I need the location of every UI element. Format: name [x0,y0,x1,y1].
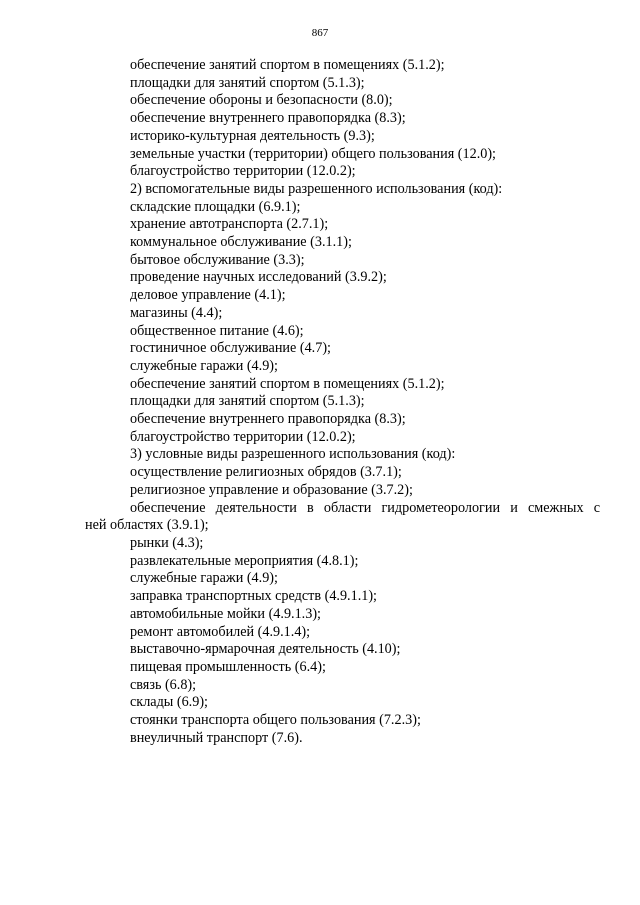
list-item: площадки для занятий спортом (5.1.3); [130,74,365,91]
list-item: общественное питание (4.6); [130,322,304,339]
list-item: ремонт автомобилей (4.9.1.4); [130,623,311,640]
list-item: деловое управление (4.1); [130,287,286,304]
list-item: площадки для занятий спортом (5.1.3); [130,393,365,410]
list-item: магазины (4.4); [130,304,223,321]
list-item: склады (6.9); [130,694,208,711]
list-item-wrapped-first-line: обеспечение деятельности в области гидрометеорологии и смежных с [130,499,600,516]
list-item: земельные участки (территории) общего пользования (12.0); [130,145,496,162]
list-item: служебные гаражи (4.9); [130,570,278,587]
list-item: благоустройство территории (12.0.2); [130,428,356,445]
list-item: благоустройство территории (12.0.2); [130,163,356,180]
list-item: обеспечение обороны и безопасности (8.0); [130,92,393,109]
list-item: обеспечение занятий спортом в помещениях (5.1.2); [130,375,445,392]
list-item: пищевая промышленность (6.4); [130,658,326,675]
list-item: бытовое обслуживание (3.3); [130,251,305,268]
list-item: обеспечение внутреннего правопорядка (8.3); [130,110,406,127]
list-item: связь (6.8); [130,676,197,693]
list-item: проведение научных исследований (3.9.2); [130,269,387,286]
list-item: выставочно-ярмарочная деятельность (4.10); [130,641,401,658]
list-item: заправка транспортных средств (4.9.1.1); [130,588,377,605]
section-heading: 3) условные виды разрешенного использования (код): [130,446,456,463]
list-item-wrapped-second-line: ней областях (3.9.1); [85,517,209,534]
list-item: коммунальное обслуживание (3.1.1); [130,234,352,251]
list-item: историко-культурная деятельность (9.3); [130,127,375,144]
list-item: осуществление религиозных обрядов (3.7.1); [130,464,402,481]
list-item: религиозное управление и образование (3.7.2); [130,481,413,498]
list-item: внеуличный транспорт (7.6). [130,729,303,746]
list-item: служебные гаражи (4.9); [130,357,278,374]
list-item: гостиничное обслуживание (4.7); [130,340,331,357]
document-body [85,57,600,747]
list-item: обеспечение внутреннего правопорядка (8.3); [130,411,406,428]
list-item: хранение автотранспорта (2.7.1); [130,216,329,233]
list-item: автомобильные мойки (4.9.1.3); [130,605,321,622]
list-item: обеспечение занятий спортом в помещениях (5.1.2); [130,57,445,73]
list-item: стоянки транспорта общего пользования (7.2.3); [130,712,421,729]
page-number: 867 [311,27,329,39]
list-item: рынки (4.3); [130,534,204,551]
list-item: развлекательные мероприятия (4.8.1); [130,552,359,569]
list-item: складские площадки (6.9.1); [130,198,301,215]
section-heading: 2) вспомогательные виды разрешенного использования (код): [130,180,503,197]
